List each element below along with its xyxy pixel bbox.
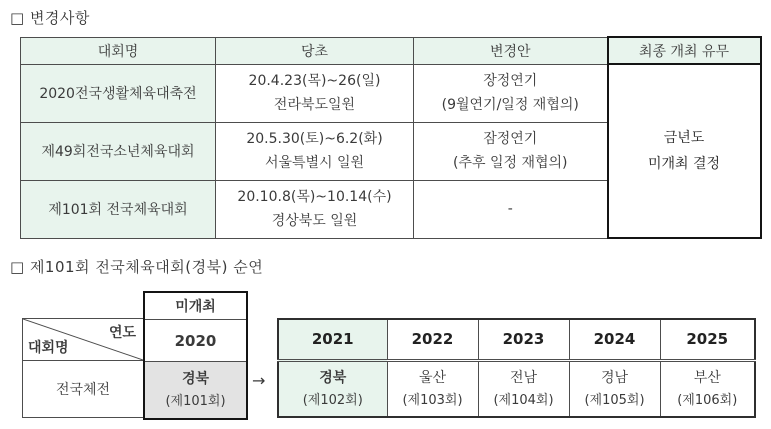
- original-place: 서울특별시 일원: [264, 155, 365, 171]
- event-name-cell: 제101회 전국체육대회: [21, 180, 216, 238]
- host-cell: [387, 360, 478, 417]
- final-status-line1: 금년도: [663, 130, 705, 146]
- original-date: 20.10.8(목)~10.14(수): [237, 189, 392, 205]
- change-line1: 잠정연기: [483, 131, 538, 147]
- edition-number: (제105회): [584, 392, 645, 408]
- original-plan-cell: [216, 180, 414, 238]
- header-change-plan: 변경안: [414, 37, 608, 64]
- change-line2: (9월연기/일정 재협의): [441, 97, 579, 113]
- host-name: 부산: [693, 369, 721, 386]
- header-final-status: 최종 개최 유무: [608, 37, 761, 64]
- host-name: 경남: [600, 369, 629, 386]
- arrow-icon: →: [252, 371, 266, 390]
- host-name: 전남: [509, 369, 538, 386]
- original-date: 20.4.23(목)~26(일): [248, 73, 381, 89]
- schedule-host-row: [278, 360, 755, 417]
- edition-number: (제102회): [302, 392, 363, 408]
- host-cell: [660, 360, 755, 417]
- section1-title: □ 변경사항: [10, 9, 90, 27]
- edition-number: (제103회): [402, 392, 463, 408]
- header-event-name: 대회명: [21, 37, 216, 64]
- year-axis-label: 연도: [108, 325, 136, 341]
- event-name-cell: 2020전국생활체육대축전: [21, 64, 216, 122]
- original-plan-cell: [216, 64, 414, 122]
- host-cell: [278, 360, 387, 417]
- host-name: 경북: [319, 369, 347, 386]
- diagonal-header-cell: [22, 318, 144, 361]
- table-row: [21, 64, 761, 122]
- host-name: 경북: [181, 371, 210, 387]
- host-cell: [569, 360, 660, 417]
- original-date: 20.5.30(토)~6.2(화): [246, 131, 383, 147]
- year-header: 2023: [478, 319, 569, 360]
- not-held-year: 2020: [145, 319, 246, 361]
- event-axis-label: 대회명: [28, 340, 69, 356]
- year-header: 2025: [660, 319, 755, 360]
- changes-table-header-row: [21, 37, 761, 64]
- event-name-cell: 제49회전국소년체육대회: [21, 122, 216, 180]
- edition-number: (제101회): [165, 394, 226, 409]
- original-plan-cell: [216, 122, 414, 180]
- edition-number: (제106회): [677, 392, 738, 408]
- change-line1: -: [507, 201, 513, 217]
- host-cell: [478, 360, 569, 417]
- final-status-cell: [608, 64, 761, 238]
- schedule-header-row: [278, 319, 755, 360]
- year-header: 2021: [278, 319, 387, 360]
- edition-number: (제104회): [493, 392, 554, 408]
- header-original-plan: 당초: [216, 37, 414, 64]
- changes-table: [20, 36, 762, 239]
- not-held-label: 미개최: [175, 299, 216, 315]
- final-status-line2: 미개최 결정: [647, 156, 721, 172]
- original-place: 경상북도 일원: [271, 213, 358, 229]
- not-held-column: [143, 291, 248, 420]
- host-name: 울산: [418, 369, 447, 386]
- original-place: 전라북도일원: [273, 97, 356, 113]
- schedule-table: [277, 318, 756, 418]
- year-header: 2022: [387, 319, 478, 360]
- change-plan-cell: [414, 180, 608, 238]
- section2-title: □ 제101회 전국체육대회(경북) 순연: [10, 258, 264, 276]
- change-plan-cell: [414, 122, 608, 180]
- change-line1: 장정연기: [483, 73, 538, 89]
- event-name-cell: 전국체전: [22, 360, 144, 418]
- change-line2: (추후 일정 재협의): [453, 155, 568, 171]
- not-held-host-cell: [145, 361, 246, 418]
- year-header: 2024: [569, 319, 660, 360]
- change-plan-cell: [414, 64, 608, 122]
